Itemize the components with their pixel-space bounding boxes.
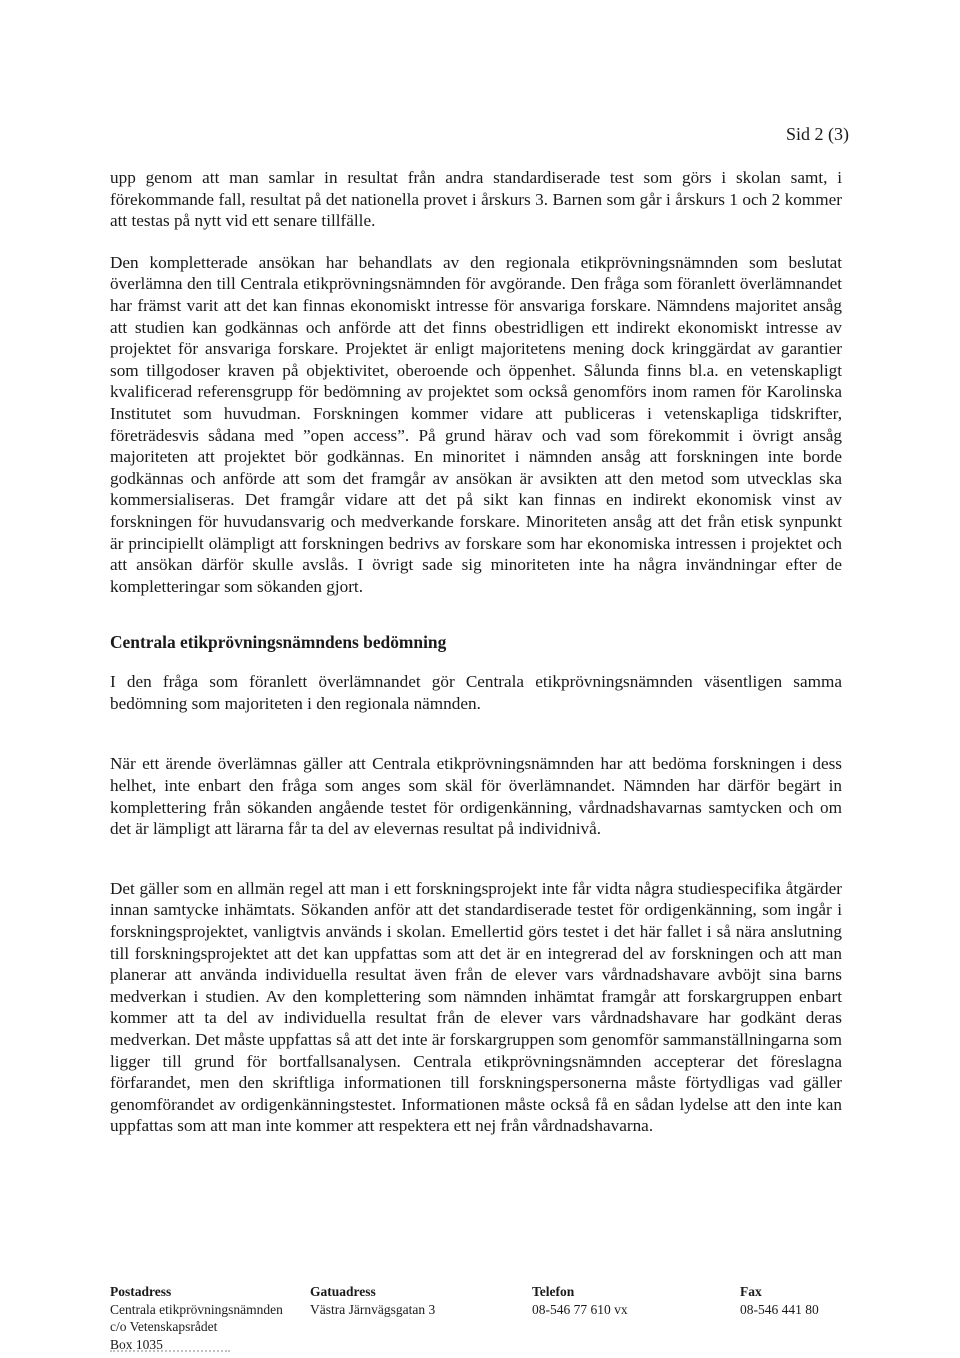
telefon-value: 08-546 77 610 vx — [532, 1301, 628, 1317]
paragraph-3: I den fråga som föranlett överlämnandet gör Centrala etikprövningsnämnden väsentligen samma bedömning som majoriteten i den regionala nämnden. — [110, 672, 842, 713]
postadress-line-1: Centrala etikprövningsnämnden — [110, 1301, 283, 1317]
postadress-line-2: c/o Vetenskapsrådet — [110, 1319, 218, 1334]
section-heading: Centrala etikprövningsnämndens bedömning — [110, 632, 447, 653]
paragraph-2: Den kompletterade ansökan har behandlats av den regionala etikprövningsnämnden som beslutat överlämna den till Centrala etikprövningsnämnden för avgörande. Den fråga som föranlett överlämnandet har främst varit att det kan finnas ekonomiskt intresse för ansvariga forskare. Nämndens majoritet ansåg att studien kan godkännas och anförde att det finns obestridligen ett indirekt ekonomiskt intresse av projektet för ansvariga forskare. Projektet är enligt majoritetens mening dock kringgärdat av garantier som tillgodoser kraven på objektivitet, oberoende och öppenhet. Sålunda finns bl.a. en vetenskapligt kvalificerad referensgrupp för bedömning av projektet som också genomförs inom ramen för Karolinska Institutet som huvudman. Forskningen kommer vidare att publiceras i vetenskapliga tidskrifter, företrädesvis sådana med ”open access”. På grund härav och vad som förekommit i övrigt ansåg majoriteten att projektet bör godkännas. En minoritet i nämnden ansåg att forskningen inte borde godkännas och anförde att som det framgår av ansökan är avsikten att den metod som utvecklas ska kommersialiseras. Det framgår vidare att det på sikt kan finnas en indirekt ekonomisk vinst av forskningen för huvudansvarig och medverkande forskare. Minoriteten ansåg att det från etisk synpunkt är principiellt olämpligt att forskningen bedrivs av forskare som har ekonomiska intressen i projektet och att ansökan därför skulle avslås. I övrigt sade sig minoriteten inte ha några invändningar efter de kompletteringar som sökanden gjort. — [110, 252, 842, 596]
footer-fax — [740, 1283, 819, 1318]
gatuadress-value: Västra Järnvägsgatan 3 — [310, 1301, 436, 1317]
postadress-line-3: Box 1035 — [110, 1336, 163, 1352]
document-body — [110, 167, 842, 1137]
footer-telefon — [532, 1283, 628, 1318]
footer-gatuadress — [310, 1283, 435, 1318]
cut-off-line — [110, 1350, 230, 1358]
telefon-label: Telefon — [532, 1284, 575, 1299]
paragraph-1: upp genom att man samlar in resultat från andra standardiserade test som görs i skolan samt, i förekommande fall, resultat på det nationella provet i årskurs 3. Barnen som går i årskurs 1 och 2 kommer att testas på nytt vid ett senare tillfälle. — [110, 168, 842, 231]
fax-label: Fax — [740, 1284, 762, 1299]
fax-value: 08-546 441 80 — [740, 1301, 819, 1317]
page-number: Sid 2 (3) — [786, 124, 849, 144]
postadress-label: Postadress — [110, 1284, 172, 1299]
paragraph-5: Det gäller som en allmän regel att man i ett forskningsprojekt inte får vidta några studiespecifika åtgärder innan samtycke inhämtats. Sökanden anför att det standardiserade testet för ordigenkänning, som ingår i forskningsprojektet, vanligtvis används i skolan. Emellertid görs testet i det här fallet i så nära anslutning till forskningsprojektet att det kan uppfattas som att det är en integrerad del av forskningen och att man planerar att använda individuella resultat även från de elever vars vårdnadshavare avböjt sina barns medverkan i studien. Av den komplettering som nämnden inhämtat framgår att forskargruppen enbart kommer att ta del av individuella resultat från de elever vars vårdnadshavare har godkänt deras medverkan. Det måste uppfattas så att det inte är forskargruppen som genomför sammanställningarna som ligger till grund för bortfallsanalysen. Centrala etikprövningsnämnden accepterar det föreslagna förfarandet, men den skriftliga informationen till forskningspersonerna måste förtydligas vad gäller genomförandet av ordigenkänningstestet. Informationen måste också få en sådan lydelse att den inte kan uppfattas som att man inte kommer att respektera ett nej från vårdnadshavarna. — [110, 878, 842, 1136]
gatuadress-label: Gatuadress — [310, 1284, 376, 1299]
paragraph-4: När ett ärende överlämnas gäller att Centrala etikprövningsnämnden har att bedöma forskningen i dess helhet, inte enbart den fråga som anges som skäl för överlämnandet. Nämnden har därför begärt in komplettering från sökanden angående testet för ordigenkänning, vårdnadshavarnas samtycken och om det är lämpligt att lärarna får ta del av elevernas resultat på individnivå. — [110, 754, 842, 839]
footer — [110, 1283, 842, 1355]
footer-postadress — [110, 1283, 283, 1353]
